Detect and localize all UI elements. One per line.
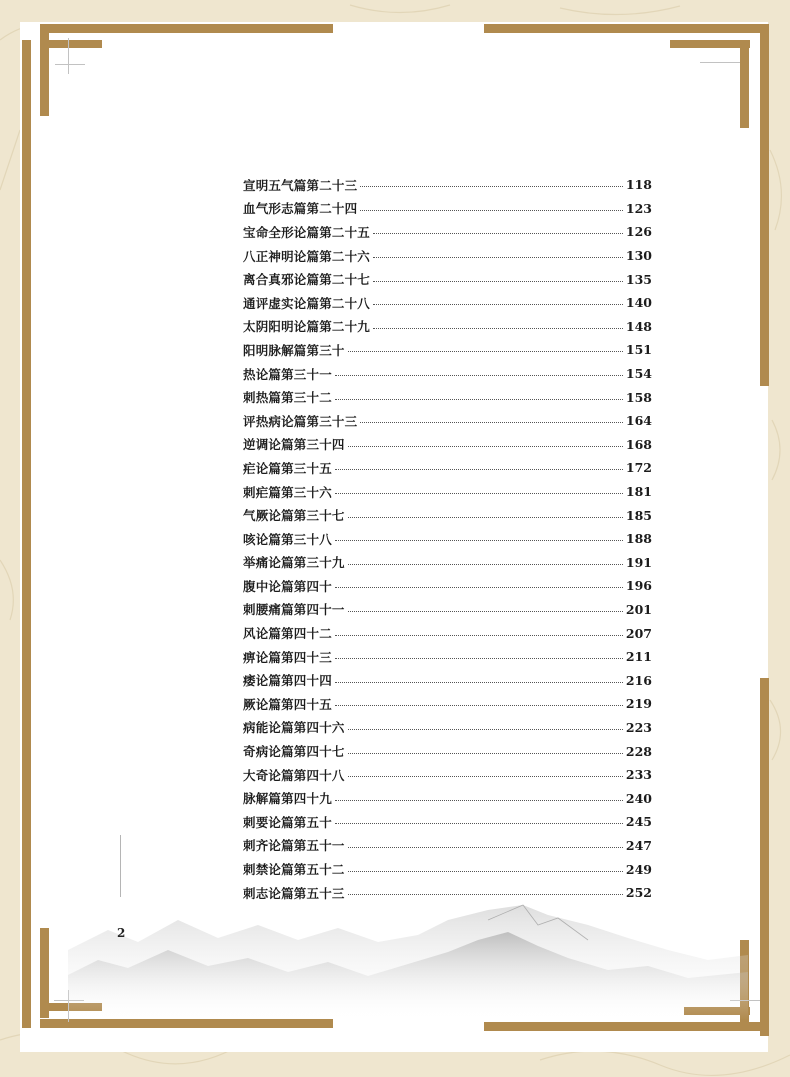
frame-left-top-outer [40, 24, 49, 116]
toc-entry-page: 140 [625, 295, 652, 311]
margin-rule [120, 835, 121, 897]
toc-dot-leader [335, 658, 623, 659]
toc-entry[interactable] [243, 621, 652, 645]
toc-entry-page: 196 [625, 578, 652, 594]
toc-entry-page: 216 [625, 672, 652, 688]
toc-dot-leader [373, 233, 623, 234]
toc-entry[interactable] [243, 881, 652, 905]
toc-dot-leader [348, 847, 623, 848]
toc-dot-leader [360, 422, 623, 423]
toc-dot-leader [373, 257, 623, 258]
toc-entry-page: 211 [625, 649, 652, 665]
toc-entry-title: 痿论篇第四十四 [243, 673, 332, 689]
toc-entry[interactable] [243, 315, 652, 339]
toc-dot-leader [335, 493, 623, 494]
toc-dot-leader [335, 705, 623, 706]
toc-entry[interactable] [243, 173, 652, 197]
toc-entry-title: 咳论篇第三十八 [243, 531, 332, 547]
toc-entry[interactable] [243, 645, 652, 669]
toc-entry-page: 207 [625, 625, 652, 641]
toc-entry-title: 气厥论篇第三十七 [243, 508, 345, 524]
toc-entry-page: 158 [625, 389, 652, 405]
toc-entry-page: 245 [625, 814, 652, 830]
toc-entry[interactable] [243, 527, 652, 551]
toc-entry-page: 168 [625, 436, 652, 452]
toc-dot-leader [335, 800, 623, 801]
toc-entry-title: 逆调论篇第三十四 [243, 437, 345, 453]
toc-entry[interactable] [243, 668, 652, 692]
toc-entry-title: 通评虚实论篇第二十八 [243, 295, 371, 311]
toc-entry-page: 123 [625, 200, 652, 216]
toc-entry[interactable] [243, 739, 652, 763]
toc-dot-leader [335, 540, 623, 541]
toc-entry-title: 宣明五气篇第二十三 [243, 177, 358, 193]
frame-top-right-inner [670, 40, 750, 48]
toc-entry-page: 240 [625, 790, 652, 806]
toc-entry[interactable] [243, 409, 652, 433]
toc-entry-title: 刺热篇第三十二 [243, 390, 332, 406]
toc-entry-page: 118 [625, 177, 652, 193]
toc-dot-leader [373, 304, 623, 305]
corner-ornament-line [700, 62, 740, 63]
toc-entry[interactable] [243, 385, 652, 409]
toc-entry-title: 太阴阳明论篇第二十九 [243, 319, 371, 335]
frame-left-bottom [22, 664, 31, 1028]
toc-entry[interactable] [243, 433, 652, 457]
toc-entry-page: 126 [625, 224, 652, 240]
toc-entry-page: 201 [625, 601, 652, 617]
toc-entry-title: 刺齐论篇第五十一 [243, 838, 345, 854]
toc-dot-leader [348, 351, 623, 352]
toc-entry[interactable] [243, 244, 652, 268]
toc-dot-leader [335, 375, 623, 376]
toc-entry[interactable] [243, 197, 652, 221]
toc-entry[interactable] [243, 763, 652, 787]
toc-entry-title: 脉解篇第四十九 [243, 791, 332, 807]
toc-entry-title: 刺腰痛篇第四十一 [243, 602, 345, 618]
toc-dot-leader [348, 517, 623, 518]
toc-entry[interactable] [243, 267, 652, 291]
toc-entry-page: 151 [625, 342, 652, 358]
toc-entry[interactable] [243, 291, 652, 315]
toc-entry-page: 233 [625, 767, 652, 783]
toc-entry[interactable] [243, 551, 652, 575]
toc-entry-title: 痹论篇第四十三 [243, 649, 332, 665]
toc-dot-leader [348, 776, 623, 777]
toc-entry[interactable] [243, 716, 652, 740]
corner-ornament-line [68, 38, 69, 74]
toc-entry[interactable] [243, 220, 652, 244]
toc-dot-leader [348, 446, 623, 447]
toc-entry-title: 大奇论篇第四十八 [243, 767, 345, 783]
toc-dot-leader [335, 682, 623, 683]
toc-entry[interactable] [243, 598, 652, 622]
toc-entry-page: 154 [625, 366, 652, 382]
toc-dot-leader [335, 823, 623, 824]
toc-dot-leader [360, 186, 623, 187]
toc-entry-page: 130 [625, 248, 652, 264]
toc-entry-page: 164 [625, 413, 652, 429]
corner-ornament-line [55, 64, 85, 65]
toc-dot-leader [348, 611, 623, 612]
toc-entry-title: 八正神明论篇第二十六 [243, 248, 371, 264]
toc-entry[interactable] [243, 480, 652, 504]
toc-entry-title: 腹中论篇第四十 [243, 578, 332, 594]
toc-entry-page: 223 [625, 719, 652, 735]
toc-entry-title: 评热病论篇第三十三 [243, 413, 358, 429]
toc-entry[interactable] [243, 503, 652, 527]
toc-entry[interactable] [243, 857, 652, 881]
toc-entry-title: 病能论篇第四十六 [243, 720, 345, 736]
toc-entry-title: 刺疟篇第三十六 [243, 484, 332, 500]
toc-entry-title: 离合真邪论篇第二十七 [243, 272, 371, 288]
toc-entry[interactable] [243, 786, 652, 810]
toc-entry-page: 172 [625, 460, 652, 476]
toc-dot-leader [335, 469, 623, 470]
toc-entry-title: 举痛论篇第三十九 [243, 555, 345, 571]
frame-bottom-right [484, 1022, 769, 1031]
toc-entry-title: 风论篇第四十二 [243, 626, 332, 642]
toc-entry-page: 185 [625, 507, 652, 523]
toc-entry-title: 阳明脉解篇第三十 [243, 342, 345, 358]
toc-entry[interactable] [243, 338, 652, 362]
toc-entry-page: 148 [625, 318, 652, 334]
page-number: 2 [117, 926, 126, 940]
toc-entry-title: 宝命全形论篇第二十五 [243, 224, 371, 240]
toc-entry-title: 刺禁论篇第五十二 [243, 862, 345, 878]
toc-entry-title: 刺要论篇第五十 [243, 814, 332, 830]
frame-left-top [22, 40, 31, 670]
toc-entry-page: 252 [625, 885, 652, 901]
toc-entry-page: 249 [625, 861, 652, 877]
toc-entry-title: 刺志论篇第五十三 [243, 885, 345, 901]
toc-entry-page: 219 [625, 696, 652, 712]
toc-entry[interactable] [243, 574, 652, 598]
frame-bottom-left [40, 1019, 333, 1028]
toc-dot-leader [373, 281, 623, 282]
toc-entry-title: 疟论篇第三十五 [243, 460, 332, 476]
toc-entry-page: 191 [625, 554, 652, 570]
toc-entry-page: 228 [625, 743, 652, 759]
frame-right-inner [740, 40, 749, 128]
toc-entry[interactable] [243, 834, 652, 858]
toc-dot-leader [335, 635, 623, 636]
frame-right-top [760, 24, 769, 386]
toc-entry[interactable] [243, 810, 652, 834]
toc-entry-title: 热论篇第三十一 [243, 366, 332, 382]
frame-right-bottom [760, 678, 769, 1036]
frame-top-left-inner [40, 40, 102, 48]
toc-entry-page: 135 [625, 271, 652, 287]
toc-entry-title: 奇病论篇第四十七 [243, 744, 345, 760]
toc-entry-title: 血气形志篇第二十四 [243, 201, 358, 217]
toc-entry[interactable] [243, 362, 652, 386]
toc-entry-page: 188 [625, 531, 652, 547]
toc-entry[interactable] [243, 456, 652, 480]
toc-dot-leader [373, 328, 623, 329]
table-of-contents [243, 173, 652, 904]
toc-entry-page: 181 [625, 484, 652, 500]
toc-entry[interactable] [243, 692, 652, 716]
toc-dot-leader [348, 564, 623, 565]
toc-dot-leader [348, 753, 623, 754]
toc-entry-page: 247 [625, 837, 652, 853]
frame-top-right [484, 24, 769, 33]
toc-dot-leader [348, 729, 623, 730]
toc-dot-leader [348, 871, 623, 872]
toc-dot-leader [335, 399, 623, 400]
toc-dot-leader [360, 210, 623, 211]
toc-entry-title: 厥论篇第四十五 [243, 696, 332, 712]
frame-top-left [40, 24, 333, 33]
toc-dot-leader [335, 587, 623, 588]
toc-dot-leader [348, 894, 623, 895]
